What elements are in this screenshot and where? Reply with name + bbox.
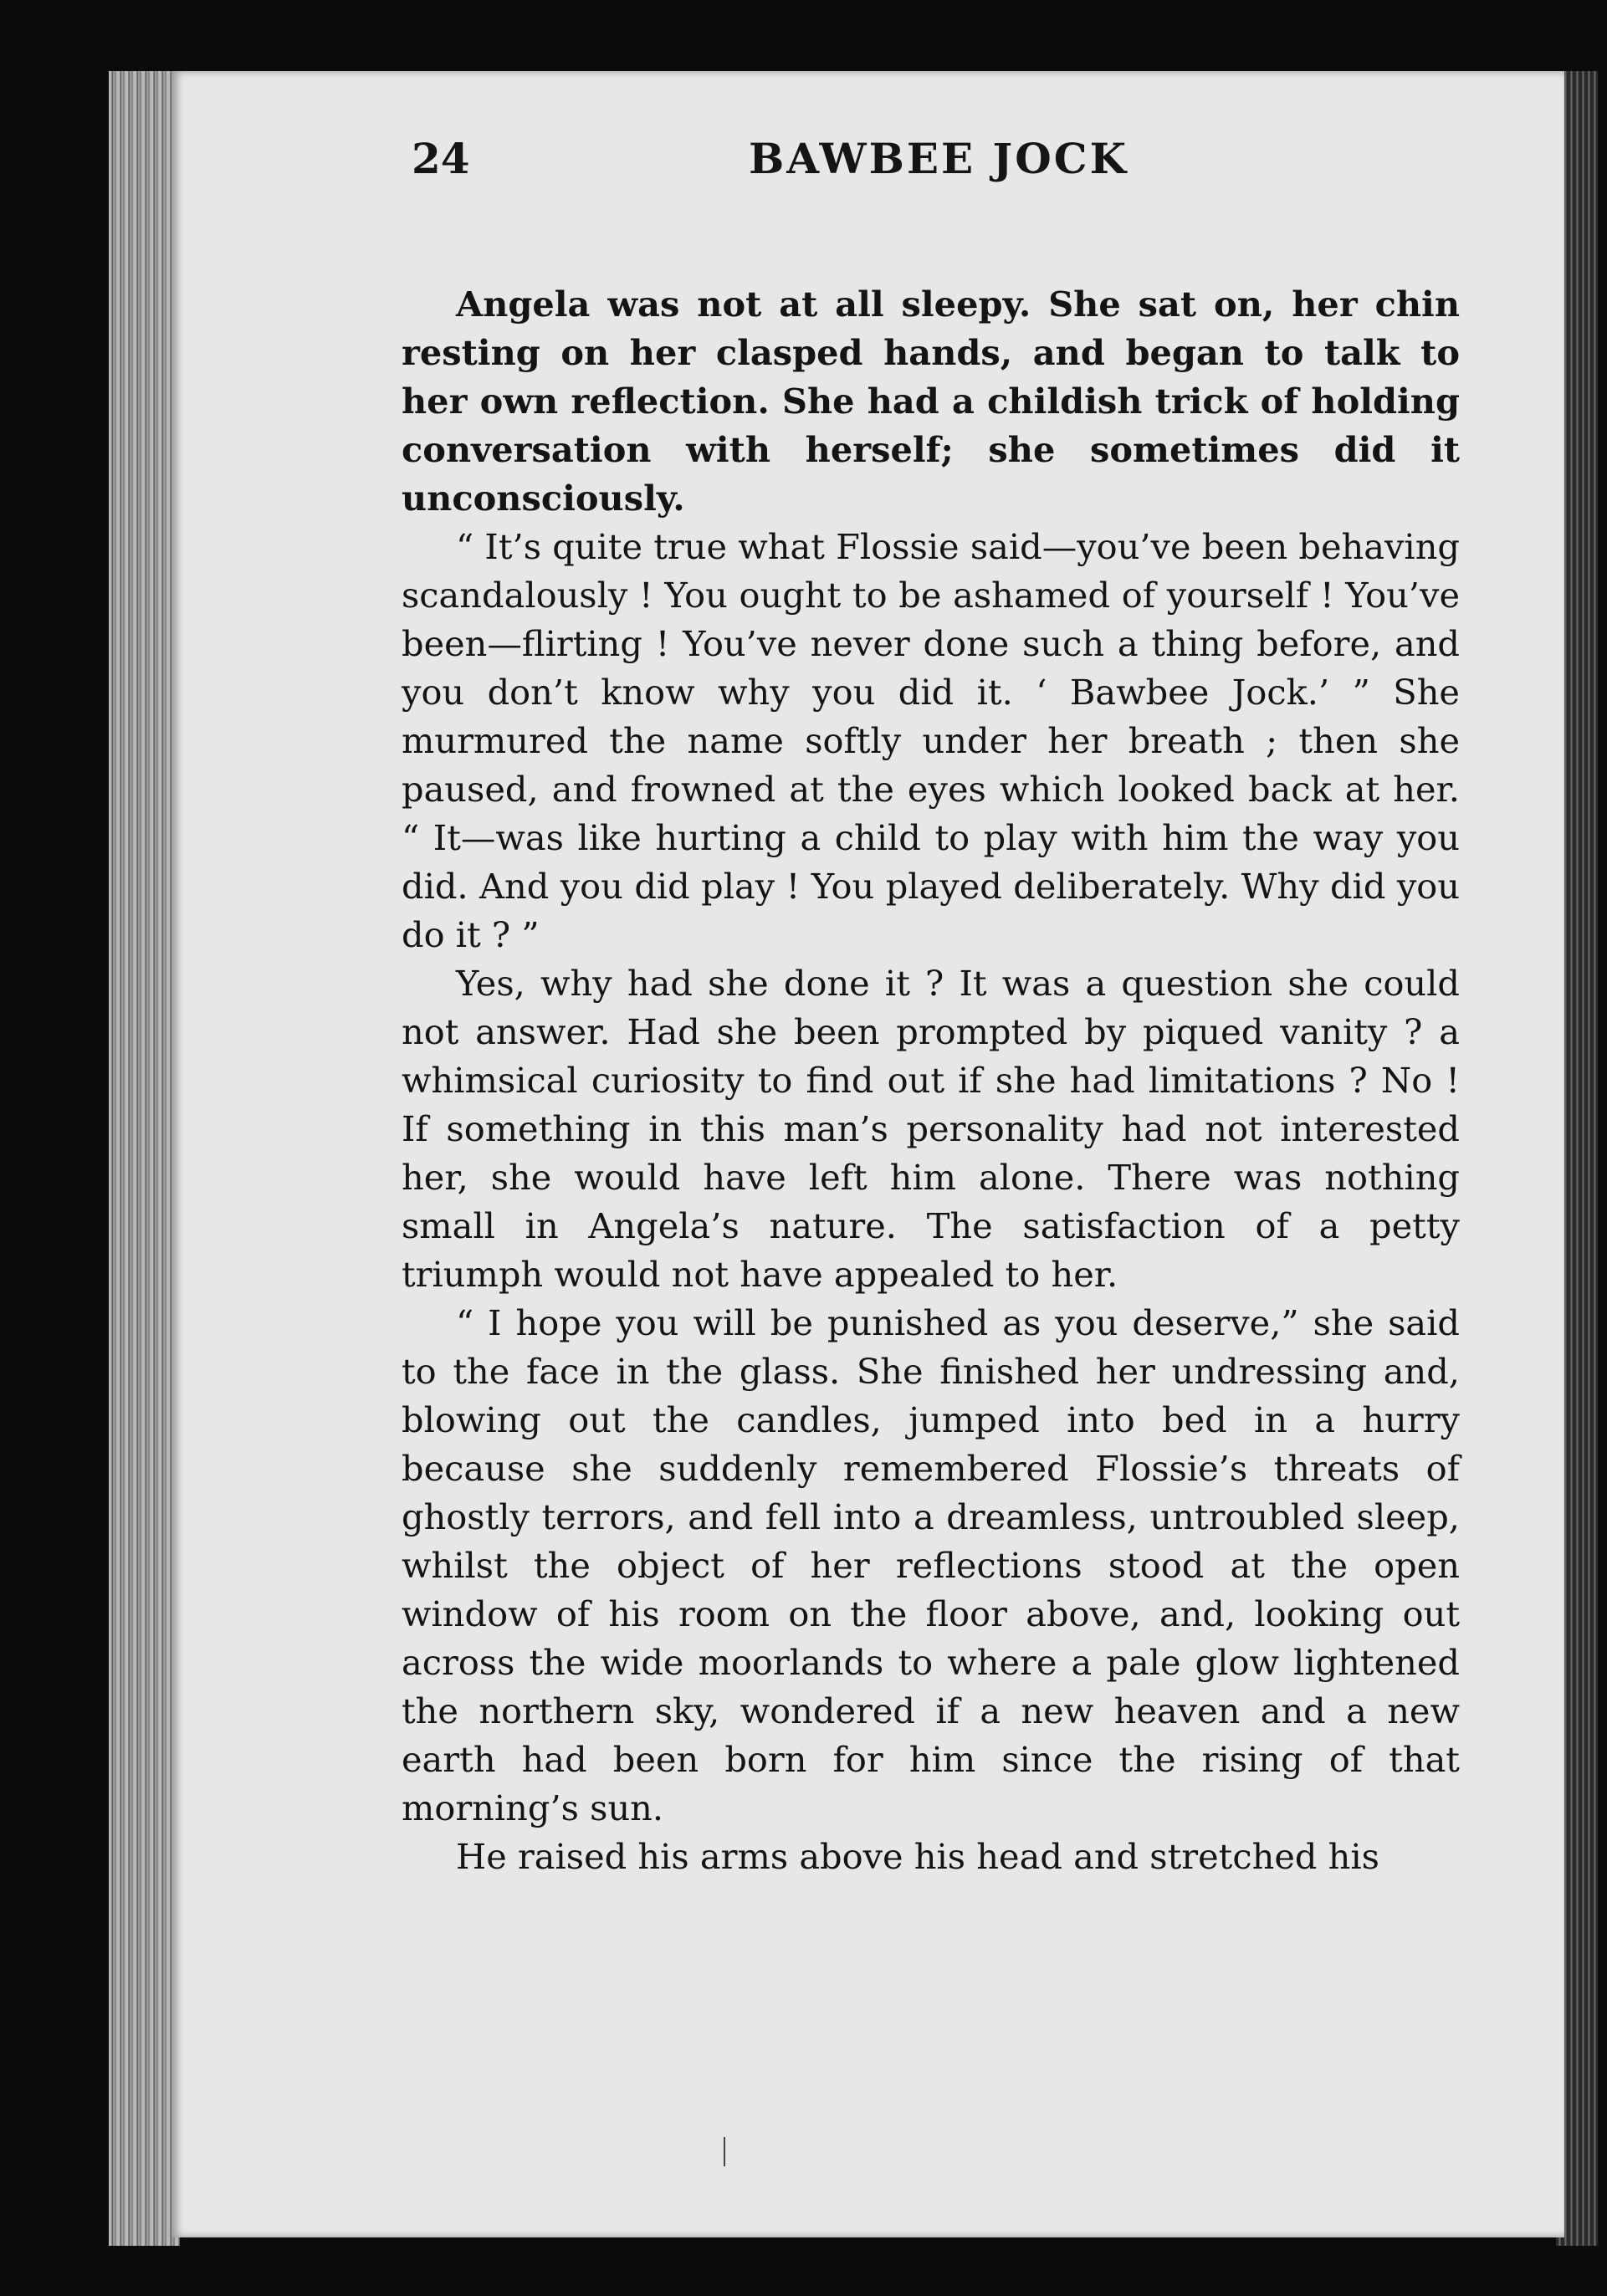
body-text [402, 280, 1460, 1881]
paragraph: “ It’s quite true what Flossie said—you’ve been behaving scandalously ! You ought to be ashamed of yourself ! You’ve been—flirting ! You’ve never done such a thing before, and you don’t know why you did it. ‘ Bawbee Jock.’ ” She murmured the name softly under her breath ; then she paused, and frowned at the eyes which looked back at her. “ It—was like hurting a child to play with him the way you did. And you did play ! You played deliberately. Why did you do it ? ” [402, 526, 1460, 955]
running-title: BAWBEE JOCK [748, 134, 1129, 183]
print-mark [724, 2137, 725, 2166]
paragraph: He raised his arms above his head and stretched his [456, 1836, 1379, 1877]
paragraph: Angela was not at all sleepy. She sat on, her chin resting on her clasped hands, and began to talk to her own reflection. She had a childish trick of holding conversation with herself; she sometimes did it unconsciously. [402, 284, 1460, 519]
running-header [412, 134, 1466, 209]
page-number: 24 [412, 134, 470, 183]
paragraph: Yes, why had she done it ? It was a question she could not answer. Had she been prompted by piqued vanity ? a whimsical curiosity to find out if she had limitations ? No ! If something in this man’s personality had not interested her, she would have left him alone. There was nothing small in Angela’s nature. The satisfaction of a petty triumph would not have appealed to her. [402, 963, 1460, 1295]
left-page-edges [109, 71, 180, 2246]
paragraph: “ I hope you will be punished as you deserve,” she said to the face in the glass. She finished her undressing and, blowing out the candles, jumped into bed in a hurry because she suddenly remembered Flossie’s threats of ghostly terrors, and fell into a dreamless, untroubled sleep, whilst the object of her reflections stood at the open window of his room on the floor above, and, looking out across the wide moorlands to where a pale glow lightened the northern sky, wondered if a new heaven and a new earth had been born for him since the rising of that morning’s sun. [402, 1302, 1460, 1828]
